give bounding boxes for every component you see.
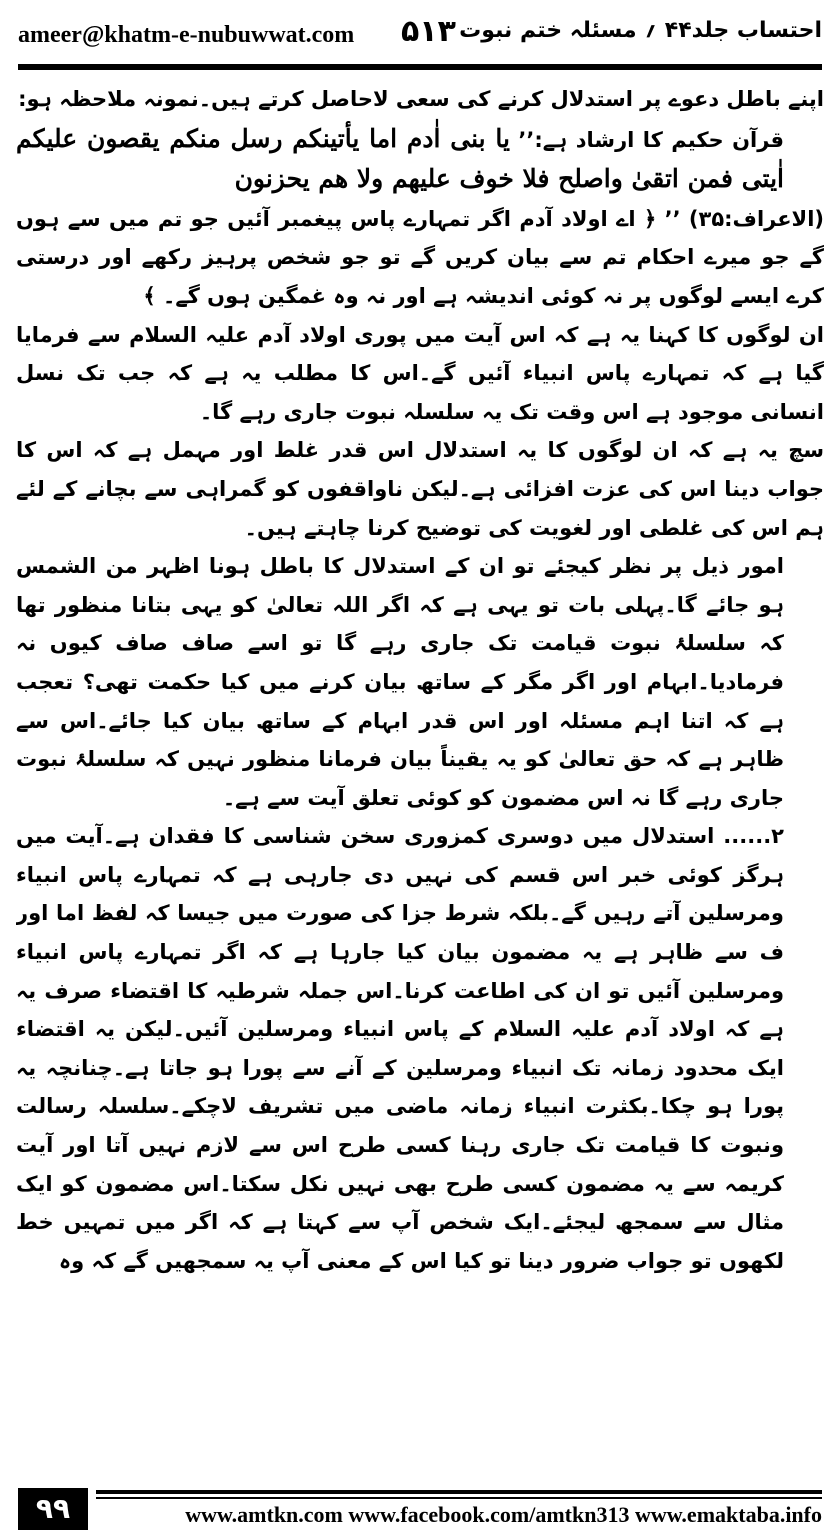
header-title: احتساب جلد۴۴ ؍ مسئلہ ختم نبوت [459,18,822,43]
quran-verse: یا بنی اٰدم اما یأتینکم رسل منکم یقصون علیکم اٰیتی فمن اتقیٰ واصلح فلا خوف علیھم ولا ھم یحزنون [16,123,784,194]
quran-lead: قرآن حکیم کا ارشاد ہے:’’ [518,127,785,152]
footer-page-number: ۹۹ [18,1488,88,1530]
paragraph-point-2: ۲...... استدلال میں دوسری کمزوری سخن شناسی کا فقدان ہے۔آیت میں ہرگز کوئی خبر اس قسم کی نہیں دی جارہی ہے کہ تمہارے پاس انبیاء ومرسلین آتے رہیں گے۔بلکہ شرط جزا کی صورت میں جیسا کہ لفظ اما اور ف سے ظاہر ہے یہ مضمون بیان کیا جارہا ہے کہ اگر تمہارے پاس انبیاء ومرسلین آئیں تو ان کی اطاعت کرنا۔اس جملہ شرطیہ کا اقتضاء صرف یہ ہے کہ اولاد آدم علیہ السلام کے پاس انبیاء ومرسلین آئیں۔لیکن یہ اقتضاء ایک محدود زمانہ تک انبیاء ومرسلین کے آنے سے پورا ہو جاتا ہے۔چنانچہ یہ پورا ہو چکا۔بکثرت انبیاء زمانہ ماضی میں تشریف لاچکے۔سلسلہ رسالت ونبوت کا قیامت تک جاری رہنا کسی طرح اس سے لازم نہیں آتا اور آیت کریمہ سے یہ مضمون کسی طرح بھی نہیں نکل سکتا۔اس مضمون کو ایک مثال سے سمجھ لیجئے۔ایک شخص آپ سے کہتا ہے کہ اگر میں تمہیں خط لکھوں تو جواب ضرور دینا تو کیا اس کے معنی آپ یہ سمجھیں گے کہ وہ [16,824,784,1273]
paragraph-quran-intro [16,119,824,200]
footer-rule [96,1490,822,1494]
paragraph-response: سچ یہ ہے کہ ان لوگوں کا یہ استدلال اس قدر غلط اور مہمل ہے کہ اس کا جواب دینا اس کی عزت افزائی ہے۔لیکن ناواقفوں کو گمراہی سے بچانے کے لئے ہم اس کی غلطی اور لغویت کی توضیح کرنا چاہتے ہیں۔ [16,438,824,540]
page-footer [18,1488,822,1532]
paragraph-translation: (الاعراف:۳۵) ’’ ﴿ اے اولاد آدم اگر تمہارے پاس پیغمبر آئیں جو تم میں سے ہوں گے جو میرے احکام تم سے بیان کریں گے تو جو شخص پرہیز رکھے اور درستی کرے ایسے لوگوں پر نہ کوئی اندیشہ ہے اور نہ وہ غمگین ہوں گے۔ ﴾ [16,206,824,308]
footer-links: www.amtkn.com www.facebook.com/amtkn313 www.emaktaba.info [185,1502,822,1527]
header-email: ameer@khatm-e-nubuwwat.com [18,22,355,48]
page-header [18,12,822,62]
body-text [16,80,824,1475]
header-rule [18,64,822,70]
paragraph-point-1: امور ذیل پر نظر کیجئے تو ان کے استدلال کا باطل ہونا اظہر من الشمس ہو جائے گا۔پہلی بات تو یہی ہے کہ اگر اللہ تعالیٰ کو یہی بتانا منظور تھا کہ سلسلۂ نبوت قیامت تک جاری رہے گا تو اسے صاف صاف کیوں نہ فرمادیا۔ابہام اور اگر مگر کے ساتھ بیان کرنے میں کیا حکمت تھی؟ تعجب ہے کہ اتنا اہم مسئلہ اور اس قدر ابہام کے ساتھ بیان کیا جائے۔اس سے ظاہر ہے کہ حق تعالیٰ کو یہ یقیناً بیان فرمانا منظور نہیں کہ سلسلۂ نبوت جاری رہے گا نہ اس مضمون کو کوئی تعلق آیت سے ہے۔ [16,554,784,810]
paragraph-intro: اپنے باطل دعوے پر استدلال کرنے کی سعی لاحاصل کرتے ہیں۔نمونہ ملاحظہ ہو: [18,87,824,111]
header-page-number: ۵۱۳ [401,14,456,49]
paragraph-claim: ان لوگوں کا کہنا یہ ہے کہ اس آیت میں پوری اولاد آدم علیہ السلام سے فرمایا گیا ہے کہ تمہارے پاس انبیاء آئیں گے۔اس کا مطلب یہ ہے کہ جب تک نسل انسانی موجود ہے اس وقت تک یہ سلسلہ نبوت جاری رہے گا۔ [16,322,824,424]
footer-rule-thin [96,1497,822,1499]
